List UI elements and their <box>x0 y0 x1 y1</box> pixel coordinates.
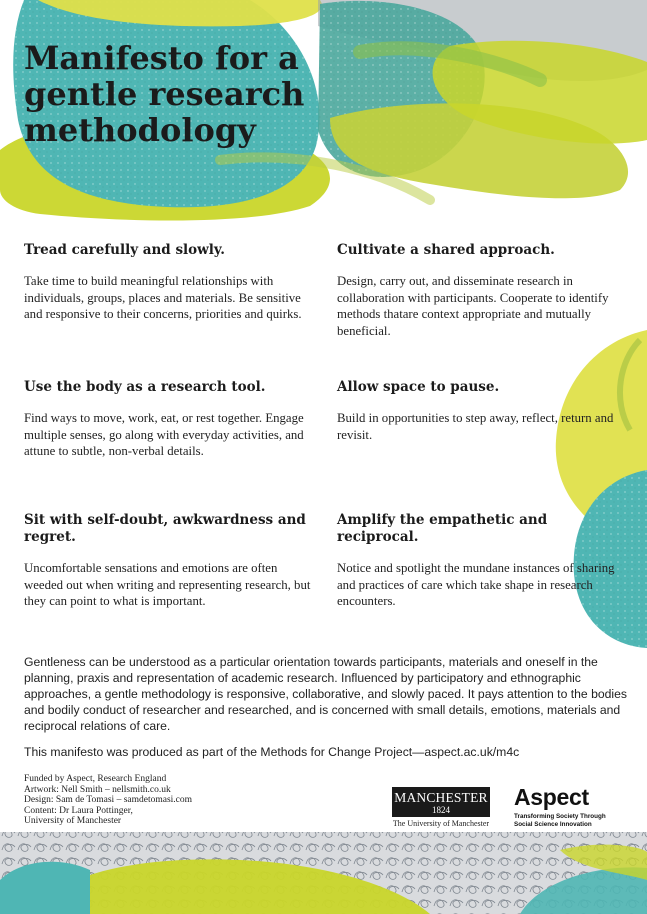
section-heading: Sit with self-doubt, awkwardness and regret. <box>24 512 306 545</box>
aspect-logo <box>514 784 632 828</box>
credit-line: University of Manchester <box>24 816 122 827</box>
footer-artwork <box>0 832 647 914</box>
credit-line: Artwork: Nell Smith – nellsmith.co.uk <box>24 784 171 795</box>
manchester-logo-box <box>392 787 490 817</box>
manchester-logo <box>392 787 490 828</box>
section-body-research-tool <box>24 379 314 460</box>
aspect-logo-tagline <box>514 813 632 828</box>
aspect-tagline-line: Social Science Innovation <box>514 820 592 828</box>
manchester-logo-year: 1824 <box>432 805 450 815</box>
section-empathetic-reciprocal <box>337 512 627 610</box>
credit-line: Design: Sam de Tomasi – samdetomasi.com <box>24 795 193 806</box>
page-title: Manifesto for a gentle research methodology <box>24 39 305 149</box>
section-body: Build in opportunities to step away, reflect, return and revisit. <box>337 411 614 442</box>
credits-list <box>24 774 264 827</box>
manchester-logo-subtitle: The University of Manchester <box>392 819 490 828</box>
section-body: Design, carry out, and disseminate research in collaboration with participants. Cooperate to identify methods thatare context appropriate and mutually beneficial. <box>337 274 609 338</box>
manchester-logo-name: MANCHESTER <box>394 790 488 805</box>
section-body: Take time to build meaningful relationships with individuals, groups, places and materials. Be sensitive and responsive to their concerns, priorities and quirks. <box>24 274 302 321</box>
section-heading: Allow space to pause. <box>337 379 500 395</box>
section-shared-approach <box>337 242 627 339</box>
section-tread-carefully <box>24 242 314 323</box>
section-self-doubt <box>24 512 314 610</box>
section-heading: Tread carefully and slowly. <box>24 242 225 258</box>
section-heading: Use the body as a research tool. <box>24 379 266 395</box>
aspect-logo-name: Aspect <box>514 784 589 810</box>
section-space-to-pause <box>337 379 627 443</box>
section-body: Find ways to move, work, eat, or rest together. Engage multiple senses, go along with everyday activities, and attune to subtle, non-verbal details. <box>24 411 304 458</box>
credit-line: Funded by Aspect, Research England <box>24 774 167 784</box>
section-body: Uncomfortable sensations and emotions are often weeded out when writing and representing research, but they can point to what is important. <box>24 561 311 608</box>
credit-line: Content: Dr Laura Pottinger, <box>24 805 133 816</box>
section-body: Notice and spotlight the mundane instances of sharing and practices of care which take shape in research encounters. <box>337 561 615 608</box>
section-heading: Cultivate a shared approach. <box>337 242 555 258</box>
project-note: This manifesto was produced as part of the Methods for Change Project—aspect.ac.uk/m4c <box>24 745 520 759</box>
section-heading: Amplify the empathetic and reciprocal. <box>337 512 548 545</box>
intro-paragraph: Gentleness can be understood as a particular orientation towards participants, materials and oneself in the planning, praxis and representation of academic research. Influenced by participatory and ethnographic approaches, a gentle methodology is responsive, collaborative, and slowly paced. It pays attention to the bodies and bodily conduct of researcher and researched, and is concerned with small details, emotions, materials and reciprocal relations of care. <box>24 655 627 733</box>
aspect-tagline-line: Transforming Society Through <box>514 813 606 820</box>
